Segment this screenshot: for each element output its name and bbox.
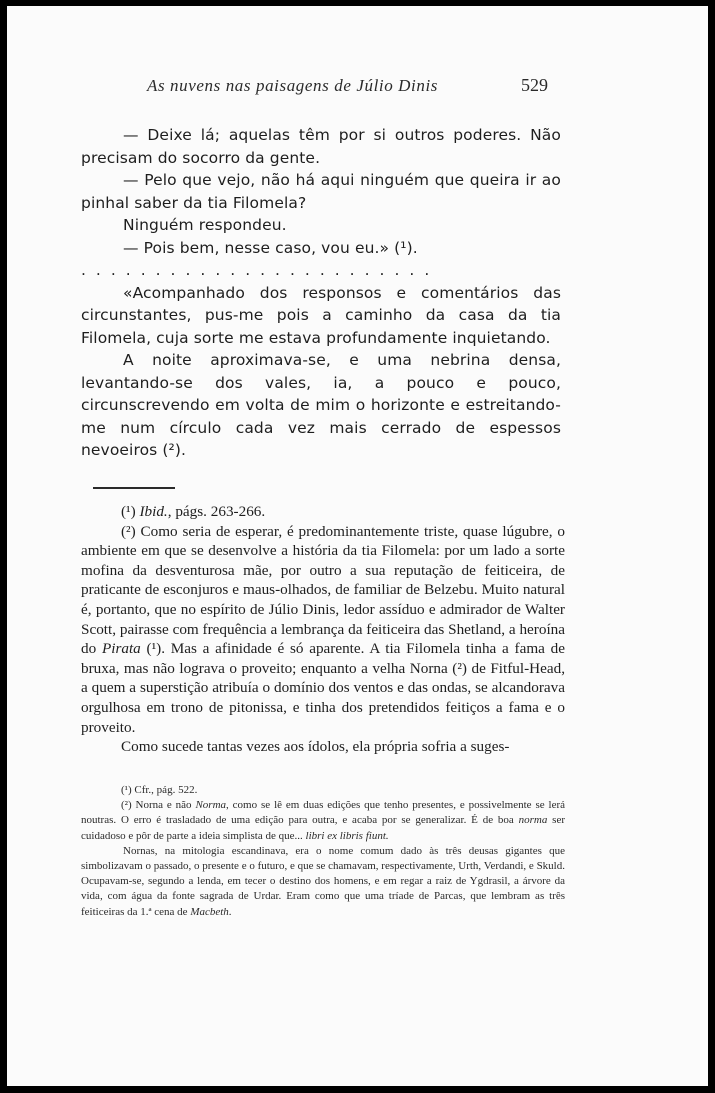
play-title: Macbeth bbox=[190, 905, 229, 918]
subnotes bbox=[81, 783, 565, 920]
subnote-text: , como se lê em duas edições que tenho presentes, e possivelmente se lerá noutras. O erro é trasladado de uma edição para outra, e acaba por se generalizar. É de boa bbox=[81, 799, 565, 827]
subnote-3 bbox=[81, 844, 565, 920]
ellipsis-separator: ........................ bbox=[81, 261, 440, 279]
footnote-text: (¹). Mas a afinidade é só aparente. A tia Filomela tinha a fama de bruxa, mas não lograva o proveito; enquanto a velha Norna (²) de Fitful-Head, a quem a superstição atribuía o domínio dos ventos e das ondas, se alcandorava orgulhosa em trono de pitonissa, e tinha dos pretendidos feitiços a fama e o proveito. bbox=[81, 640, 566, 736]
text-paragraph: A noite aproximava-se, e uma nebrina densa, levantando-se dos vales, ia, a pouco e pouco, circunscrevendo em volta de mim o horizonte e estreitando-me num círculo cada vez mais cerrado de espessos nevoeiros (²). bbox=[81, 351, 561, 459]
dialogue-paragraph: — Pelo que vejo, não há aqui ninguém que queira ir ao pinhal saber da tia Filomela? bbox=[81, 171, 561, 212]
book-page bbox=[7, 6, 708, 1086]
book-title: Pirata bbox=[101, 640, 141, 658]
footnote-2 bbox=[81, 522, 565, 738]
page-header bbox=[7, 76, 708, 100]
subnote-text: (²) Norna e não bbox=[121, 799, 196, 812]
main-text bbox=[81, 124, 561, 462]
footnote-2-continued: Como sucede tantas vezes aos ídolos, ela própria sofria a suges- bbox=[121, 738, 510, 756]
footnote-pages: , págs. 263-266. bbox=[167, 503, 266, 520]
page-number: 529 bbox=[521, 75, 548, 95]
dialogue-paragraph: — Deixe lá; aquelas têm por si outros poderes. Não precisam do socorro da gente. bbox=[81, 126, 561, 167]
running-title: As nuvens nas paisagens de Júlio Dinis bbox=[147, 76, 438, 95]
dialogue-paragraph: — Pois bem, nesse caso, vou eu.» (¹). bbox=[123, 238, 418, 257]
latin-quote: libri ex libris fiunt. bbox=[305, 829, 389, 842]
footnote-reference: Ibid. bbox=[139, 503, 168, 520]
footnote-1 bbox=[81, 502, 565, 522]
footnote-marker: (²) bbox=[121, 522, 136, 540]
subnote-term: Norma bbox=[195, 799, 227, 812]
subnote-term: norma bbox=[518, 814, 548, 827]
footnote-marker: (¹) bbox=[121, 503, 136, 520]
subnote-text: ser cuidadoso e pôr de parte a ideia simplista de que... bbox=[81, 814, 566, 842]
footnote-text: Como seria de esperar, é predominantemente triste, quase lúgubre, o ambiente em que se desenvolve a história da tia Filomela: por um lado a sorte mofina da desventurosa mãe, por outro a sua reputação de feiticeira, de praticante de esconjuros e maus-olhados, de familiar de Belzebu. Muito natural é, portanto, que no espírito de Júlio Dinis, ledor assíduo e admirador de Walter Scott, pairasse com frequência a lembrança da feiticeira das Shetland, a heroína do bbox=[81, 522, 565, 658]
footnote-rule bbox=[93, 487, 175, 489]
subnote-2 bbox=[81, 798, 565, 844]
text-paragraph: «Acompanhado dos responsos e comentários das circunstantes, pus-me pois a caminho da casa da tia Filomela, cuja sorte me estava profundamente inquietando. bbox=[81, 283, 561, 347]
subnote-text: . bbox=[228, 905, 232, 918]
subnote-text: Nornas, na mitologia escandinava, era o nome comum dado às três deusas gigantes que simbolizavam o passado, o presente e o futuro, e que se chamavam, respectivamente, Urth, Verdandi, e Skuld. Ocupavam-se, segundo a lenda, em tecer o destino dos homens, e em regar a raiz de Ygdrasil, a árvore da vida, com água da fonte sagrada de Urdar. Eram como que uma tríade de Parcas, que lembram as três feiticeiras da 1.ª cena de bbox=[81, 844, 565, 918]
dialogue-paragraph: Ninguém respondeu. bbox=[123, 216, 287, 234]
footnotes bbox=[81, 502, 565, 757]
subnote-1: (¹) Cfr., pág. 522. bbox=[121, 784, 198, 796]
